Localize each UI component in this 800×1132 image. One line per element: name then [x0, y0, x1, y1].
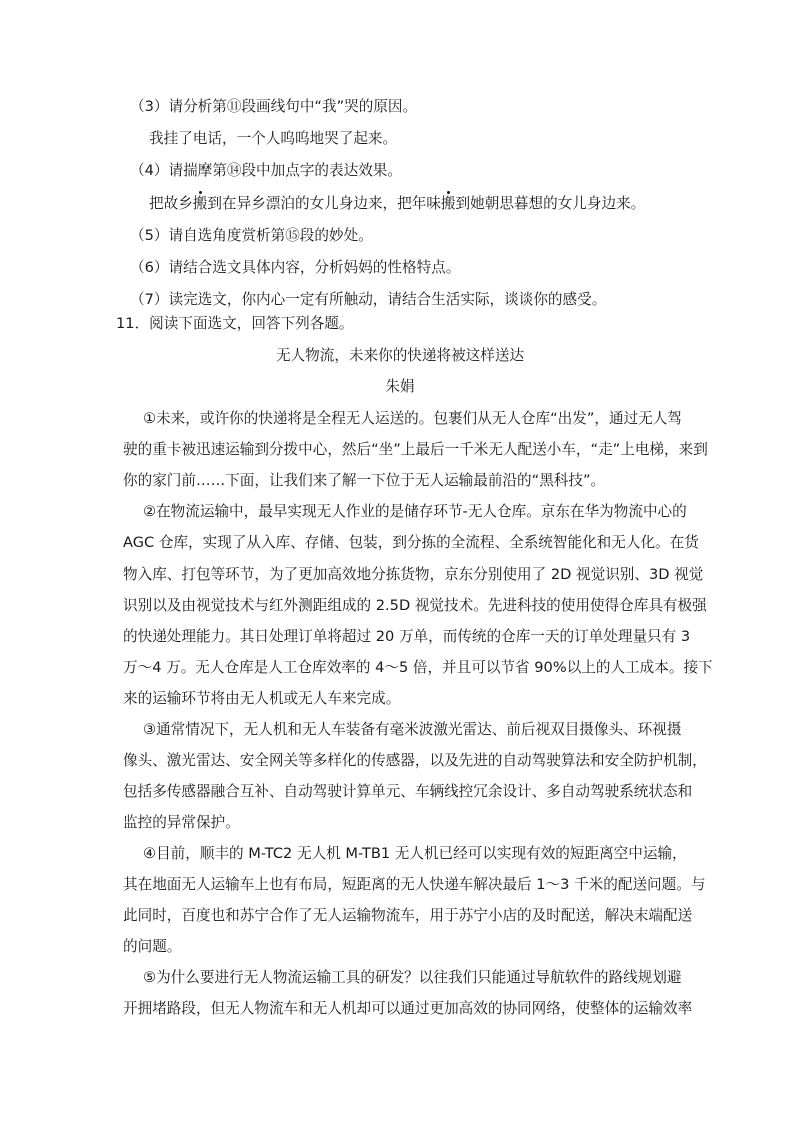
paragraph-line: 其在地面无人运输车上也有布局，短距离的无人快递车解决最后 1～3 千米的配送问题。与 — [123, 876, 706, 893]
quote-part: 把故乡 — [149, 195, 193, 212]
dotted-char: 搬 — [192, 195, 208, 212]
question-11-heading: 11．阅读下面选文，回答下列各题。 — [116, 315, 354, 332]
question-5: （5）请自选角度赏析第⑮段的妙处。 — [130, 227, 373, 244]
paragraph-line: ④目前，顺丰的 M-TC2 无人机 M-TB1 无人机已经可以实现有效的短距离空中运输， — [143, 845, 687, 862]
dotted-char: 搬 — [440, 195, 456, 212]
paragraph-line: 的问题。 — [123, 938, 182, 955]
paragraph-line: 包括多传感器融合互补、自动驾驶计算单元、车辆线控冗余设计、多自动驾驶系统状态和 — [123, 783, 693, 800]
article-author: 朱娟 — [385, 378, 415, 395]
paragraph-line: ⑤为什么要进行无人物流运输工具的研发？以往我们只能通过导航软件的路线规划避 — [143, 969, 682, 986]
paragraph-line: 万～4 万。无人仓库是人工仓库效率的 4～5 倍，并且可以节省 90%以上的人工成本。接下 — [123, 659, 713, 676]
paragraph-line: 像头、激光雷达、安全网关等多样化的传感器，以及先进的自动驾驶算法和安全防护机制， — [123, 752, 707, 769]
paragraph-line: 的快递处理能力。其日处理订单将超过 20 万单，而传统的仓库一天的订单处理量只有 3 — [123, 628, 691, 645]
paragraph-line: AGC 仓库，实现了从入库、存储、包装，到分拣的全流程、全系统智能化和无人化。在货 — [123, 534, 699, 551]
question-6: （6）请结合选文具体内容，分析妈妈的性格特点。 — [130, 259, 461, 276]
question-7: （7）读完选文，你内心一定有所触动，请结合生活实际，谈谈你的感受。 — [130, 291, 607, 308]
quote-part: 到在异乡漂泊的女儿身边来，把年味 — [207, 195, 441, 212]
paragraph-line: 驶的重卡被迅速运输到分拨中心，然后“坐”上最后一千米无人配送小车，“走”上电梯，来到 — [123, 441, 708, 458]
question-3: （3）请分析第⑪段画线句中“我”哭的原因。 — [130, 98, 418, 115]
paragraph-line: 来的运输环节将由无人机或无人车来完成。 — [123, 690, 401, 707]
quote-part: 到她朝思暮想的女儿身边来。 — [455, 195, 646, 212]
question-4-quote — [149, 194, 645, 214]
paragraph-line: 此同时，百度也和苏宁合作了无人运输物流车，用于苏宁小店的及时配送，解决末端配送 — [123, 907, 693, 924]
paragraph-line: 你的家门前……下面，让我们来了解一下位于无人运输最前沿的“黑科技”。 — [123, 472, 606, 489]
paragraph-line: 开拥堵路段，但无人物流车和无人机却可以通过更加高效的协同网络，使整体的运输效率 — [123, 1000, 693, 1017]
paragraph-line: ①未来，或许你的快递将是全程无人运送的。包裹们从无人仓库“出发”，通过无人驾 — [143, 410, 682, 427]
question-4: （4）请揣摩第⑭段中加点字的表达效果。 — [130, 162, 402, 179]
paragraph-line: ③通常情况下，无人机和无人车装备有毫米波激光雷达、前后视双目摄像头、环视摄 — [143, 721, 682, 738]
paragraph-line: ②在物流运输中，最早实现无人作业的是储存环节-无人仓库。京东在华为物流中心的 — [143, 503, 687, 520]
article-title: 无人物流，未来你的快递将被这样送达 — [275, 347, 525, 364]
question-3-quote: 我挂了电话，一个人呜呜地哭了起来。 — [149, 130, 398, 147]
paragraph-line: 物入库、打包等环节，为了更加高效地分拣货物，京东分别使用了 2D 视觉识别、3D 视觉 — [123, 566, 704, 583]
paragraph-line: 监控的异常保护。 — [123, 814, 240, 831]
paragraph-line: 识别以及由视觉技术与红外测距组成的 2.5D 视觉技术。先进科技的使用使得仓库具有极强 — [123, 597, 707, 614]
